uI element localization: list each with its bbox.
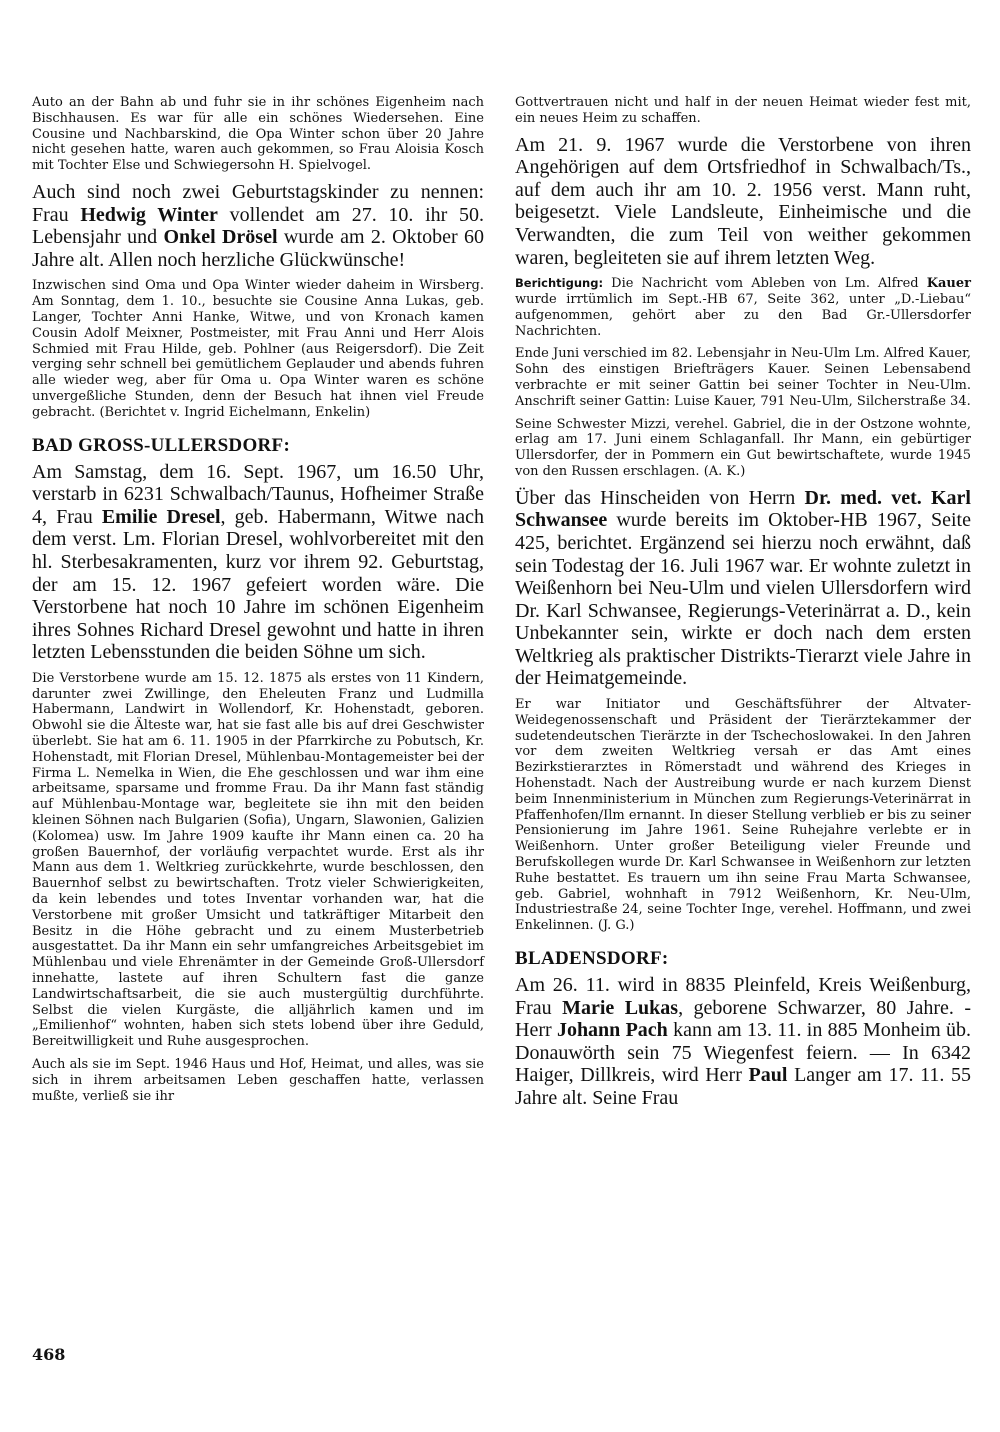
text-run: Über das Hinscheiden von Herrn (515, 486, 805, 509)
section-heading-bladensdorf: BLADENSDORF: (515, 948, 669, 970)
paragraph-burial: Am 21. 9. 1967 wurde die Verstorbene von ihren Angehörigen auf dem Ortsfriedhof in Schwalbach/Ts., auf dem auch ihr am 10. 2. 1956 verst. Mann ruht, beigesetzt. Viele Landsleute, Einheimische und die Verwandten, die zum Teil von weither gekommen waren, begleiteten sie auf ihrem letzten Weg. (515, 133, 971, 269)
name-onkel-droesel: Onkel Drösel (163, 226, 278, 249)
paragraph-new-home: Gottvertrauen nicht und half in der neuen Heimat wieder fest mit, ein neues Heim zu schaffen. (515, 95, 971, 126)
paragraph-biography: Die Verstorbene wurde am 15. 12. 1875 als erstes von 11 Kindern, darunter zwei Zwillinge, den Eheleuten Franz und Ludmilla Habermann, Landwirt in Wollendorf, Kr. Hohenstadt, geboren. Obwohl sie die Älteste war, hat sie fast alle bis auf drei Geschwister überlebt. Sie hat am 6. 11. 1905 in der Pfarrkirche zu Pobutsch, Kr. Hohenstadt, mit Florian Dresel, Mühlenbau-Montagemeister bei der Firma L. Nemelka in Wien, die Ehe geschlossen und war ihm eine arbeitsame, sparsame und fromme Frau. Da ihr Mann fast ständig auf Mühlenbau-Montage war, begleitete sie ihn mit den beiden kleinen Söhnen nach Bulgarien (Sofia), Ungarn, Slawonien, Galizien (Kolomea) usw. Im Jahre 1909 kaufte ihr Mann einen ca. 20 ha großen Bauernhof, der vorläufig verpachtet wurde. Erst als ihr Mann aus dem 1. Weltkrieg zurückkehrte, wurde beschlossen, den Bauernhof selbst zu bewirtschaften. Trotz vieler Schwierigkeiten, da kein lebendes und totes Inventar vorhanden war, hat die Verstorbene mit großer Umsicht und tatkräftiger Mitarbeit den Besitz in die Höhe gebracht und zu einem Musterbetrieb ausgestattet. Da ihr Mann ein sehr umfangreiches Arbeitsgebiet im Mühlenbau und viele Ehrenämter in der Gemeinde Groß-Ullersdorf innehatte, lastete auf ihren Schultern fast die ganze Landwirtschaftsarbeit, die sie auch mustergültig durchführte. Selbst die vielen Kurgäste, die alljährlich kamen und im „Emilienhof“ wohnten, haben sich stets lobend über ihre Geduld, Bereitwilligkeit und Ruhe ausgesprochen. (32, 670, 484, 1050)
text-run: Am Samstag, dem 16. Sept. 1967, um 16.50 Uhr, verstarb in 6231 Schwalbach/Taunus, Hofheimer Straße 4, Frau (32, 460, 484, 528)
name-karl-schwansee: Dr. med. vet. Karl Schwansee (515, 486, 971, 532)
text-run: kann am 13. 11. in 885 Monheim üb. Donauwörth sein 75 Wiegenfest feiern. — In 6342 Haiger, Dillkreis, wird Herr (515, 1019, 971, 1087)
text-run: Die Nachricht vom Ableben von Lm. Alfred (603, 276, 927, 292)
paragraph-wirsberg: Inzwischen sind Oma und Opa Winter wieder daheim in Wirsberg. Am Sonntag, dem 1. 10., besuchte sie Cousine Anna Lukas, geb. Langer, Tochter Anni Hanke, Witwe, und von Kronach kamen Cousin Adolf Meixner, Postmeister, mit Frau Anni und Herr Alois Schmied mit Frau Hilde, geb. Pohlner (aus Reigersdorf). Die Zeit verging sehr schnell bei gemütlichem Geplauder und abends fuhren alle wieder weg, aber für Oma u. Opa Winter waren es schöne unvergeßliche Stunden, denn der Besuch hat ihnen viel Freude gebracht. (Berichtet v. Ingrid Eichelmann, Enkelin) (32, 278, 484, 420)
page-number: 468 (32, 1345, 66, 1364)
paragraph-visit-bischhausen: Auto an der Bahn ab und fuhr sie in ihr schönes Eigenheim nach Bischhausen. Es war für alle ein schönes Wiedersehen. Eine Cousine und Nachbarskind, die Opa Winter schon über 20 Jahre nicht gesehen hatte, waren auch gekommen, so Frau Aloisia Kosch mit Tochter Else und Schwiegersohn H. Spielvogel. (32, 95, 484, 174)
text-run: , geborene Schwarzer, 80 Jahre. - Herr (515, 996, 971, 1042)
paragraph-bladensdorf-birthdays (515, 974, 971, 1110)
text-run: vollendet am 27. 10. ihr 50. Lebensjahr und (32, 203, 484, 249)
text-run: , geb. Habermann, Witwe nach dem verst. Lm. Florian Dresel, wohlvorbereitet mit den hl. Sterbesakramenten, kurz vor ihrem 92. Geburtstag, der am 15. 12. 1967 gefeiert worden wäre. Die Verstorbene hat noch 10 Jahre im schönen Eigenheim ihres Sohnes Richard Dresel gewohnt und hatte in ihren letzten Lebensstunden die beiden Söhne um sich. (32, 505, 484, 664)
text-run: wurde irrtümlich im Sept.-HB 67, Seite 362, unter „D.-Liebau“ aufgenommen, gehört aber zu den Bad Gr.-Ullersdorfer Nachrichten. (515, 291, 971, 339)
section-heading-bad-gross-ullersdorf: BAD GROSS-ULLERSDORF: (32, 434, 291, 456)
name-paul: Paul (748, 1064, 788, 1087)
paragraph-obituary-intro (32, 461, 484, 664)
paragraph-expulsion: Auch als sie im Sept. 1946 Haus und Hof, Heimat, und alles, was sie sich in ihrem arbeitsamen Leben geschaffen hatte, verlassen mußte, verließ sie ihr (32, 1057, 484, 1104)
correction-label: Berichtigung: (515, 276, 604, 291)
paragraph-birthdays (32, 181, 484, 271)
paragraph-schwansee (515, 487, 971, 690)
paragraph-mizzi-gabriel: Seine Schwester Mizzi, verehel. Gabriel, die in der Ostzone wohnte, erlag am 17. Juni einem Schlaganfall. Ihr Mann, ein gebürtiger Ullersdorfer, der in Pommern ein Gut bewirtschaftete, wurde 1945 von den Russen erschlagen. (A. K.) (515, 416, 971, 479)
right-column (515, 95, 971, 1117)
left-column (32, 95, 484, 1111)
text-run: wurde bereits im Oktober-HB 1967, Seite 425, berichtet. Ergänzend sei hierzu noch erwähnt, daß sein Todestag der 16. Juli 1967 war. Er wohnte zuletzt in Weißenhorn bei Neu-Ulm und vielen Ullersdorfern wird Dr. Karl Schwansee, Regierungs-Veterinärrat a. D., kein Unbekannter sein, wirkte er doch nach dem ersten Weltkrieg als praktischer Distrikts-Tierarzt viele Jahre in der Heimatgemeinde. (515, 509, 971, 690)
name-emilie-dresel: Emilie Dresel (101, 505, 221, 528)
text-run: wurde am 2. Oktober 60 Jahre alt. Allen noch herzliche Glückwünsche! (32, 226, 484, 271)
paragraph-correction (515, 276, 971, 339)
name-marie-lukas: Marie Lukas (562, 996, 679, 1019)
text-run: Langer am 17. 11. 55 Jahre alt. Seine Frau (515, 1064, 971, 1109)
name-kauer: Kauer (926, 276, 971, 292)
text-run: Am 26. 11. wird in 8835 Pleinfeld, Kreis Weißenburg, Frau (515, 974, 971, 1019)
name-johann-pach: Johann Pach (556, 1019, 668, 1042)
paragraph-alfred-kauer: Ende Juni verschied im 82. Lebensjahr in Neu-Ulm Lm. Alfred Kauer, Sohn des einstigen Briefträgers Kauer. Seinen Lebensabend verbrachte er mit seiner Gattin bei seiner Tochter in Neu-Ulm. Anschrift seiner Gattin: Luise Kauer, 791 Neu-Ulm, Silcherstraße 34. (515, 346, 971, 409)
paragraph-schwansee-career: Er war Initiator und Geschäftsführer der Altvater-Weidegenossenschaft und Präsident der Tierärztekammer der sudetendeutschen Tierärzte in der Tschechoslowakei. In den Jahren vor dem zweiten Weltkrieg versah er das Amt eines Bezirkstierarztes in Römerstadt und während des Krieges in Hohenstadt. Nach der Austreibung wurde er nach kurzem Dienst beim Innenministerium in München zum Regierungs-Veterinärrat in Pfaffenhofen/Ilm ernannt. In dieser Stellung verblieb er bis zu seiner Pensionierung im Jahre 1961. Seine Ruhejahre verlebte er in Weißenhorn. Unter großer Beteiligung vieler Freunde und Berufskollegen wurde Dr. Karl Schwansee in Weißenhorn zur letzten Ruhe bestattet. Es trauern um ihn seine Frau Marta Schwansee, geb. Gabriel, wohnhaft in 7912 Weißenhorn, Kr. Neu-Ulm, Industriestraße 24, seine Tochter Inge, verehel. Hoffmann, und zwei Enkelinnen. (J. G.) (515, 697, 971, 934)
text-run: Auch sind noch zwei Geburtstagskinder zu nennen: Frau (32, 180, 484, 226)
name-hedwig-winter: Hedwig Winter (80, 203, 218, 226)
